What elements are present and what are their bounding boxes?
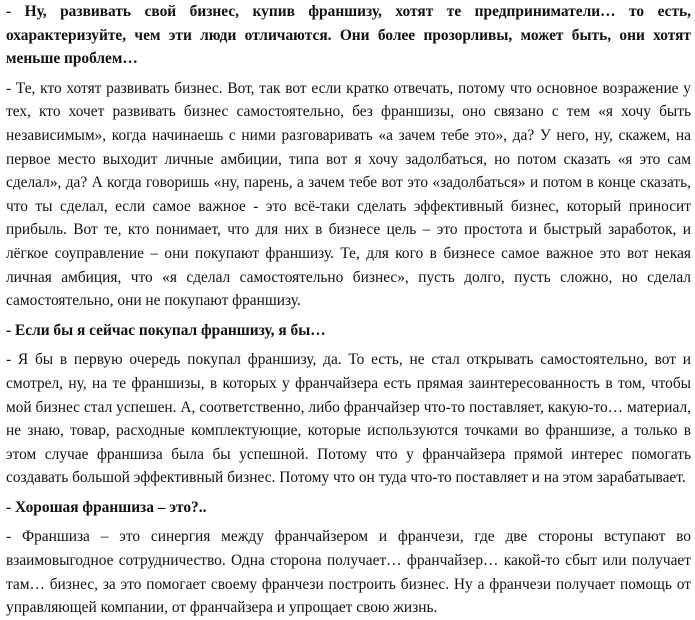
interview-answer-2: - Я бы в первую очередь покупал франшизу, да. То есть, не стал открывать самостоятельно, вот и смотрел, ну, на те франшизы, в которых у франчайзера есть прямая заинтересованность в том, чтобы мой бизнес стал успешен. А, соответственно, либо франчайзер что-то поставляет, какую-то… материал, не знаю, товар, расходные комплектующие, которые используются точками во франшизе, а только в этом случае франшиза была бы успешной. Потому что у франчайзера прямой интерес помогать создавать большой эффективный бизнес. Потому что он туда что-то поставляет и на этом зарабатывает. bbox=[6, 351, 691, 487]
interview-question-3: - Хорошая франшиза – это?.. bbox=[6, 498, 207, 516]
interview-question-1: - Ну, развивать свой бизнес, купив франшизу, хотят те предприниматели… то есть, охарактеризуйте, чем эти люди отличаются. Они более прозорливы, может быть, они хотят меньше проблем… bbox=[6, 3, 691, 68]
interview-answer-1: - Те, кто хотят развивать бизнес. Вот, так вот если кратко отвечать, потому что основное возражение у тех, кто хочет развивать бизнес самостоятельно, без франшизы, оно связано с тем «я хочу быть независимым», когда начинаешь с ними разговаривать «а зачем тебе это», да? У него, ну, скажем, на первое место выходит личные амбиции, типа вот я хочу задолбаться, но потом сказать «я это сам сделал», да? А когда говоришь «ну, парень, а зачем тебе вот это «задолбаться» и потом в конце сказать, что ты сделал, если самое важное - это всё-таки сделать эффективный бизнес, который приносит прибыль. Вот те, кто понимает, что для них в бизнесе цель – это простота и быстрый заработок, и лёгкое соуправление – они покупают франшизу. Те, для кого в бизнесе самое важное это вот некая личная амбиция, что «я сделал самостоятельно бизнес», пусть долго, пусть сложно, но сделал самостоятельно, они не покупают франшизу. bbox=[6, 79, 691, 310]
interview-question-2: - Если бы я сейчас покупал франшизу, я бы… bbox=[6, 321, 326, 339]
interview-answer-3: - Франшиза – это синергия между франчайзером и франчези, где две стороны вступают во взаимовыгодное сотрудничество. Одна сторона получает… франчайзер… какой-то сбыт или получает там… бизнес, за это помогает своему франчези построить бизнес. Ну а франчези получает помощь от управляющей компании, от франчайзера и упрощает свою жизнь. bbox=[6, 528, 691, 617]
